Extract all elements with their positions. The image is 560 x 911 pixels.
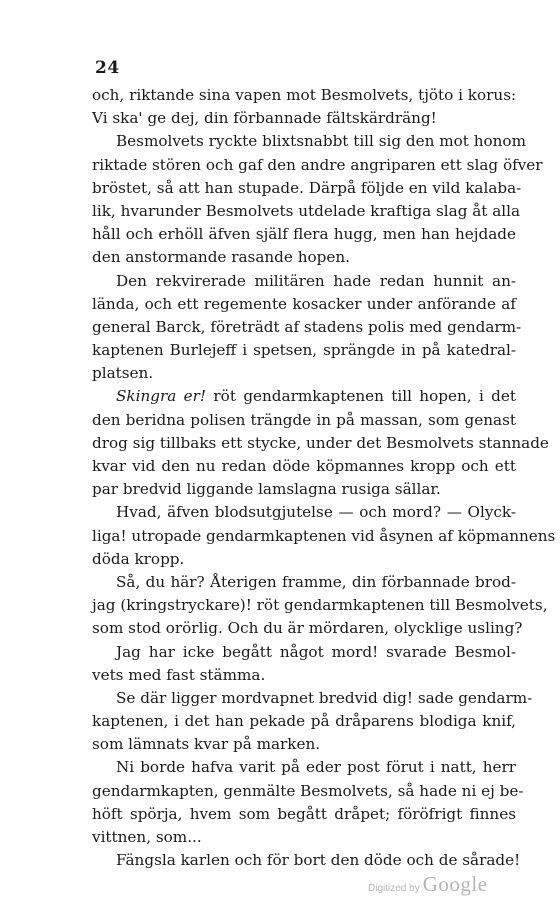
line-text: kaptenen Burlejeff i spetsen, sprängde in på katedral- [92, 341, 516, 360]
text-line [92, 478, 516, 501]
text-line [92, 525, 556, 548]
text-line [92, 826, 516, 849]
text-line [92, 455, 516, 478]
text-line [92, 756, 516, 779]
line-text: vets med fast stämma. [92, 665, 266, 684]
text-line [92, 571, 516, 594]
text-line [92, 594, 548, 617]
line-text: Ni borde hafva varit på eder post förut i natt, herr [116, 758, 516, 777]
digitization-watermark [368, 872, 488, 897]
line-text: döda kropp. [92, 549, 185, 568]
line-text: håll och erhöll äfven själf flera hugg, men han hejdade [92, 225, 516, 244]
text-line [92, 154, 543, 177]
line-text: Fängsla karlen och för bort den döde och de sårade! [116, 851, 521, 870]
text-line [92, 501, 516, 524]
text-line [92, 246, 516, 269]
line-text: par bredvid liggande lamslagna rusiga sällar. [92, 480, 441, 499]
text-line [92, 200, 521, 223]
line-text: som stod orörlig. Och du är mördaren, olycklige usling? [92, 619, 523, 638]
text-line [92, 293, 516, 316]
line-text: riktade stören och gaf den andre angriparen ett slag öfver [92, 155, 543, 174]
line-text: platsen. [92, 364, 154, 383]
line-text: lända, och ett regemente kosacker under anförande af [92, 294, 516, 313]
line-text: Besmolvets ryckte blixtsnabbt till sig den mot honom [116, 132, 526, 151]
line-text: general Barck, företrädt af stadens polis med gendarm- [92, 317, 522, 336]
text-line [92, 223, 516, 246]
line-text: kaptenen, i det han pekade på dråparens blodiga knif, [92, 712, 516, 731]
text-line [92, 548, 516, 571]
text-line [92, 130, 526, 153]
text-line [92, 710, 516, 733]
watermark-prefix: Digitized by [368, 883, 420, 894]
line-text: Vi ska' ge dej, din förbannade fältskärdräng! [92, 109, 437, 128]
line-text: Så, du här? Återigen framme, din förbannade brod- [116, 572, 516, 591]
italic-exclamation: Skingra er! [116, 387, 207, 406]
line-text: bröstet, så att han stupade. Därpå följde en vild kalaba- [92, 178, 522, 197]
text-line [92, 849, 521, 872]
line-text: den anstormande rasande hopen. [92, 248, 350, 267]
line-text: gendarmkapten, genmälte Besmolvets, så hade ni ej be- [92, 781, 524, 800]
text-line [92, 385, 516, 408]
text-line [92, 432, 549, 455]
line-text: Den rekvirerade militären hade redan hunnit an- [116, 271, 516, 290]
body-text [92, 84, 556, 872]
line-text: drog sig tillbaks ett stycke, under det Besmolvets stannade [92, 433, 549, 452]
text-line [92, 687, 533, 710]
line-text: jag (kringstryckare)! röt gendarmkaptenen till Besmolvets, [92, 596, 548, 615]
line-text: som lämnats kvar på marken. [92, 735, 321, 754]
line-text: lik, hvarunder Besmolvets utdelade kraftiga slag åt alla [92, 201, 521, 220]
text-line [92, 641, 516, 664]
line-text: röt gendarmkaptenen till hopen, i det [213, 387, 516, 406]
text-line [92, 803, 516, 826]
text-line [92, 733, 516, 756]
google-logo: Google [422, 872, 488, 896]
line-text: höft spörja, hvem som begått dråpet; föröfrigt finnes [92, 804, 516, 823]
text-line [92, 409, 516, 432]
text-line [92, 316, 522, 339]
text-line [92, 84, 516, 107]
line-text: Hvad, äfven blodsutgjutelse — och mord? — Olyck- [116, 503, 516, 522]
text-line [92, 107, 516, 130]
text-line [92, 362, 516, 385]
line-text: Jag har icke begått något mord! svarade Besmol- [116, 642, 516, 661]
text-line [92, 617, 523, 640]
line-text: Se där ligger mordvapnet bredvid dig! sade gendarm- [116, 688, 533, 707]
page-number: 24 [95, 58, 120, 78]
text-line [92, 664, 516, 687]
text-line [92, 270, 516, 293]
line-text: vittnen, som... [92, 828, 202, 846]
line-text: liga! utropade gendarmkaptenen vid åsynen af köpmannens [92, 526, 556, 545]
text-line [92, 177, 522, 200]
line-text: den beridna polisen trängde in på massan, som genast [92, 410, 516, 429]
line-text: och, riktande sina vapen mot Besmolvets, tjöto i korus: [92, 86, 517, 104]
text-line [92, 339, 516, 362]
text-line [92, 780, 524, 803]
line-text: kvar vid den nu redan döde köpmannes kropp och ett [92, 457, 516, 475]
